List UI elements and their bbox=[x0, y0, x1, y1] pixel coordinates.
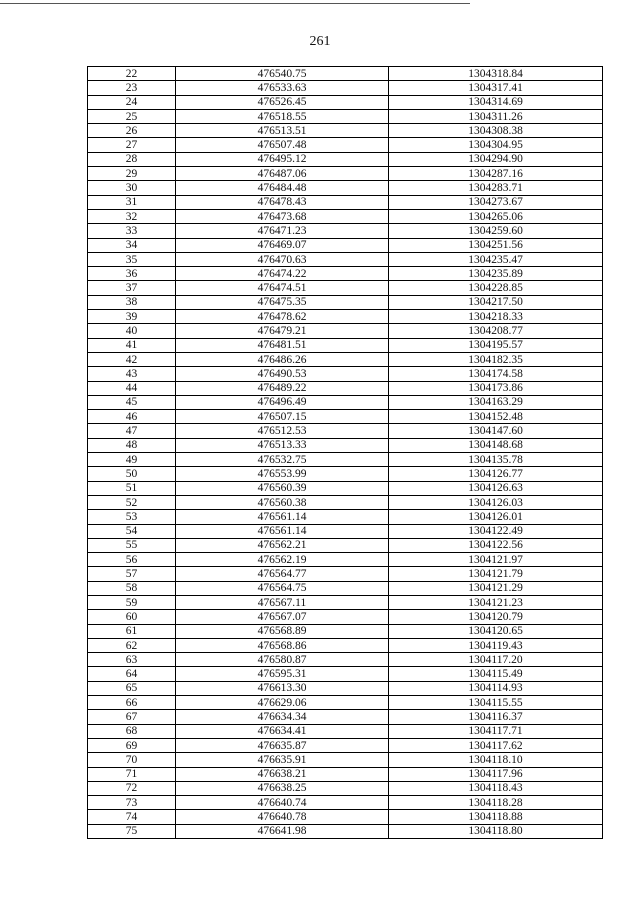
point-number-cell: 29 bbox=[88, 167, 176, 181]
y-coordinate-cell: 1304121.97 bbox=[389, 553, 603, 567]
x-coordinate-cell: 476638.21 bbox=[176, 767, 389, 781]
y-coordinate-cell: 1304287.16 bbox=[389, 167, 603, 181]
y-coordinate-cell: 1304147.60 bbox=[389, 424, 603, 438]
x-coordinate-cell: 476474.22 bbox=[176, 267, 389, 281]
y-coordinate-cell: 1304228.85 bbox=[389, 281, 603, 295]
y-coordinate-cell: 1304118.88 bbox=[389, 810, 603, 824]
x-coordinate-cell: 476489.22 bbox=[176, 381, 389, 395]
table-row bbox=[88, 138, 603, 152]
table-row bbox=[88, 95, 603, 109]
table-row bbox=[88, 738, 603, 752]
point-number-cell: 22 bbox=[88, 67, 176, 81]
point-number-cell: 39 bbox=[88, 310, 176, 324]
y-coordinate-cell: 1304314.69 bbox=[389, 95, 603, 109]
x-coordinate-cell: 476562.21 bbox=[176, 538, 389, 552]
y-coordinate-cell: 1304259.60 bbox=[389, 224, 603, 238]
x-coordinate-cell: 476490.53 bbox=[176, 367, 389, 381]
y-coordinate-cell: 1304122.49 bbox=[389, 524, 603, 538]
point-number-cell: 75 bbox=[88, 824, 176, 838]
y-coordinate-cell: 1304118.28 bbox=[389, 796, 603, 810]
point-number-cell: 55 bbox=[88, 538, 176, 552]
y-coordinate-cell: 1304283.71 bbox=[389, 181, 603, 195]
point-number-cell: 24 bbox=[88, 95, 176, 109]
y-coordinate-cell: 1304195.57 bbox=[389, 338, 603, 352]
y-coordinate-cell: 1304217.50 bbox=[389, 295, 603, 309]
point-number-cell: 49 bbox=[88, 453, 176, 467]
table-row bbox=[88, 796, 603, 810]
x-coordinate-cell: 476564.77 bbox=[176, 567, 389, 581]
table-row bbox=[88, 710, 603, 724]
table-row bbox=[88, 481, 603, 495]
y-coordinate-cell: 1304308.38 bbox=[389, 124, 603, 138]
point-number-cell: 58 bbox=[88, 581, 176, 595]
y-coordinate-cell: 1304121.29 bbox=[389, 581, 603, 595]
x-coordinate-cell: 476613.30 bbox=[176, 681, 389, 695]
point-number-cell: 66 bbox=[88, 696, 176, 710]
table-row bbox=[88, 524, 603, 538]
table-row bbox=[88, 167, 603, 181]
point-number-cell: 54 bbox=[88, 524, 176, 538]
table-row bbox=[88, 381, 603, 395]
x-coordinate-cell: 476478.43 bbox=[176, 195, 389, 209]
x-coordinate-cell: 476634.41 bbox=[176, 724, 389, 738]
point-number-cell: 40 bbox=[88, 324, 176, 338]
x-coordinate-cell: 476526.45 bbox=[176, 95, 389, 109]
x-coordinate-cell: 476471.23 bbox=[176, 224, 389, 238]
table-row bbox=[88, 767, 603, 781]
table-row bbox=[88, 581, 603, 595]
x-coordinate-cell: 476533.63 bbox=[176, 81, 389, 95]
table-row bbox=[88, 209, 603, 223]
y-coordinate-cell: 1304148.68 bbox=[389, 438, 603, 452]
point-number-cell: 34 bbox=[88, 238, 176, 252]
y-coordinate-cell: 1304118.10 bbox=[389, 753, 603, 767]
y-coordinate-cell: 1304126.03 bbox=[389, 495, 603, 509]
table-row bbox=[88, 352, 603, 366]
table-row bbox=[88, 495, 603, 509]
point-number-cell: 64 bbox=[88, 667, 176, 681]
x-coordinate-cell: 476513.51 bbox=[176, 124, 389, 138]
page-number: 261 bbox=[309, 34, 331, 49]
table-row bbox=[88, 338, 603, 352]
point-number-cell: 74 bbox=[88, 810, 176, 824]
point-number-cell: 53 bbox=[88, 510, 176, 524]
x-coordinate-cell: 476568.86 bbox=[176, 638, 389, 652]
point-number-cell: 72 bbox=[88, 781, 176, 795]
point-number-cell: 37 bbox=[88, 281, 176, 295]
x-coordinate-cell: 476641.98 bbox=[176, 824, 389, 838]
y-coordinate-cell: 1304121.79 bbox=[389, 567, 603, 581]
x-coordinate-cell: 476473.68 bbox=[176, 209, 389, 223]
coordinates-table-body bbox=[88, 67, 603, 839]
point-number-cell: 47 bbox=[88, 424, 176, 438]
y-coordinate-cell: 1304235.89 bbox=[389, 267, 603, 281]
x-coordinate-cell: 476507.15 bbox=[176, 410, 389, 424]
x-coordinate-cell: 476562.19 bbox=[176, 553, 389, 567]
table-row bbox=[88, 653, 603, 667]
x-coordinate-cell: 476518.55 bbox=[176, 109, 389, 123]
point-number-cell: 32 bbox=[88, 209, 176, 223]
point-number-cell: 45 bbox=[88, 395, 176, 409]
point-number-cell: 42 bbox=[88, 352, 176, 366]
point-number-cell: 30 bbox=[88, 181, 176, 195]
point-number-cell: 41 bbox=[88, 338, 176, 352]
point-number-cell: 27 bbox=[88, 138, 176, 152]
coordinates-table bbox=[87, 66, 603, 839]
x-coordinate-cell: 476474.51 bbox=[176, 281, 389, 295]
x-coordinate-cell: 476470.63 bbox=[176, 252, 389, 266]
table-row bbox=[88, 310, 603, 324]
table-row bbox=[88, 324, 603, 338]
point-number-cell: 73 bbox=[88, 796, 176, 810]
point-number-cell: 62 bbox=[88, 638, 176, 652]
point-number-cell: 56 bbox=[88, 553, 176, 567]
point-number-cell: 51 bbox=[88, 481, 176, 495]
x-coordinate-cell: 476507.48 bbox=[176, 138, 389, 152]
y-coordinate-cell: 1304235.47 bbox=[389, 252, 603, 266]
point-number-cell: 67 bbox=[88, 710, 176, 724]
table-row bbox=[88, 567, 603, 581]
y-coordinate-cell: 1304265.06 bbox=[389, 209, 603, 223]
table-row bbox=[88, 367, 603, 381]
table-row bbox=[88, 67, 603, 81]
x-coordinate-cell: 476629.06 bbox=[176, 696, 389, 710]
y-coordinate-cell: 1304117.20 bbox=[389, 653, 603, 667]
point-number-cell: 31 bbox=[88, 195, 176, 209]
table-row bbox=[88, 610, 603, 624]
table-row bbox=[88, 510, 603, 524]
table-row bbox=[88, 181, 603, 195]
y-coordinate-cell: 1304115.49 bbox=[389, 667, 603, 681]
point-number-cell: 60 bbox=[88, 610, 176, 624]
y-coordinate-cell: 1304121.23 bbox=[389, 595, 603, 609]
x-coordinate-cell: 476567.07 bbox=[176, 610, 389, 624]
table-row bbox=[88, 453, 603, 467]
table-row bbox=[88, 109, 603, 123]
x-coordinate-cell: 476640.78 bbox=[176, 810, 389, 824]
y-coordinate-cell: 1304120.65 bbox=[389, 624, 603, 638]
y-coordinate-cell: 1304273.67 bbox=[389, 195, 603, 209]
point-number-cell: 35 bbox=[88, 252, 176, 266]
point-number-cell: 48 bbox=[88, 438, 176, 452]
table-row bbox=[88, 81, 603, 95]
top-rule bbox=[0, 3, 470, 4]
point-number-cell: 69 bbox=[88, 738, 176, 752]
x-coordinate-cell: 476540.75 bbox=[176, 67, 389, 81]
x-coordinate-cell: 476484.48 bbox=[176, 181, 389, 195]
y-coordinate-cell: 1304317.41 bbox=[389, 81, 603, 95]
y-coordinate-cell: 1304126.77 bbox=[389, 467, 603, 481]
table-row bbox=[88, 696, 603, 710]
y-coordinate-cell: 1304182.35 bbox=[389, 352, 603, 366]
point-number-cell: 63 bbox=[88, 653, 176, 667]
x-coordinate-cell: 476469.07 bbox=[176, 238, 389, 252]
point-number-cell: 43 bbox=[88, 367, 176, 381]
x-coordinate-cell: 476595.31 bbox=[176, 667, 389, 681]
y-coordinate-cell: 1304115.55 bbox=[389, 696, 603, 710]
table-row bbox=[88, 438, 603, 452]
y-coordinate-cell: 1304119.43 bbox=[389, 638, 603, 652]
x-coordinate-cell: 476479.21 bbox=[176, 324, 389, 338]
point-number-cell: 59 bbox=[88, 595, 176, 609]
y-coordinate-cell: 1304251.56 bbox=[389, 238, 603, 252]
x-coordinate-cell: 476532.75 bbox=[176, 453, 389, 467]
table-row bbox=[88, 624, 603, 638]
table-row bbox=[88, 238, 603, 252]
y-coordinate-cell: 1304135.78 bbox=[389, 453, 603, 467]
y-coordinate-cell: 1304304.95 bbox=[389, 138, 603, 152]
table-row bbox=[88, 467, 603, 481]
y-coordinate-cell: 1304318.84 bbox=[389, 67, 603, 81]
x-coordinate-cell: 476635.91 bbox=[176, 753, 389, 767]
y-coordinate-cell: 1304118.43 bbox=[389, 781, 603, 795]
table-row bbox=[88, 124, 603, 138]
x-coordinate-cell: 476638.25 bbox=[176, 781, 389, 795]
point-number-cell: 46 bbox=[88, 410, 176, 424]
point-number-cell: 71 bbox=[88, 767, 176, 781]
point-number-cell: 65 bbox=[88, 681, 176, 695]
x-coordinate-cell: 476635.87 bbox=[176, 738, 389, 752]
x-coordinate-cell: 476561.14 bbox=[176, 510, 389, 524]
table-row bbox=[88, 152, 603, 166]
x-coordinate-cell: 476496.49 bbox=[176, 395, 389, 409]
table-row bbox=[88, 224, 603, 238]
table-row bbox=[88, 252, 603, 266]
x-coordinate-cell: 476580.87 bbox=[176, 653, 389, 667]
y-coordinate-cell: 1304114.93 bbox=[389, 681, 603, 695]
x-coordinate-cell: 476487.06 bbox=[176, 167, 389, 181]
table-row bbox=[88, 753, 603, 767]
y-coordinate-cell: 1304117.62 bbox=[389, 738, 603, 752]
x-coordinate-cell: 476475.35 bbox=[176, 295, 389, 309]
point-number-cell: 36 bbox=[88, 267, 176, 281]
y-coordinate-cell: 1304163.29 bbox=[389, 395, 603, 409]
table-row bbox=[88, 781, 603, 795]
table-row bbox=[88, 595, 603, 609]
y-coordinate-cell: 1304311.26 bbox=[389, 109, 603, 123]
table-row bbox=[88, 681, 603, 695]
point-number-cell: 28 bbox=[88, 152, 176, 166]
point-number-cell: 52 bbox=[88, 495, 176, 509]
table-row bbox=[88, 638, 603, 652]
y-coordinate-cell: 1304117.96 bbox=[389, 767, 603, 781]
x-coordinate-cell: 476567.11 bbox=[176, 595, 389, 609]
point-number-cell: 23 bbox=[88, 81, 176, 95]
y-coordinate-cell: 1304218.33 bbox=[389, 310, 603, 324]
table-row bbox=[88, 538, 603, 552]
y-coordinate-cell: 1304120.79 bbox=[389, 610, 603, 624]
x-coordinate-cell: 476640.74 bbox=[176, 796, 389, 810]
x-coordinate-cell: 476564.75 bbox=[176, 581, 389, 595]
y-coordinate-cell: 1304173.86 bbox=[389, 381, 603, 395]
point-number-cell: 70 bbox=[88, 753, 176, 767]
point-number-cell: 33 bbox=[88, 224, 176, 238]
y-coordinate-cell: 1304126.01 bbox=[389, 510, 603, 524]
table-row bbox=[88, 410, 603, 424]
x-coordinate-cell: 476553.99 bbox=[176, 467, 389, 481]
point-number-cell: 61 bbox=[88, 624, 176, 638]
point-number-cell: 25 bbox=[88, 109, 176, 123]
point-number-cell: 44 bbox=[88, 381, 176, 395]
table-row bbox=[88, 553, 603, 567]
y-coordinate-cell: 1304117.71 bbox=[389, 724, 603, 738]
point-number-cell: 57 bbox=[88, 567, 176, 581]
table-row bbox=[88, 267, 603, 281]
table-row bbox=[88, 424, 603, 438]
x-coordinate-cell: 476481.51 bbox=[176, 338, 389, 352]
x-coordinate-cell: 476486.26 bbox=[176, 352, 389, 366]
table-row bbox=[88, 281, 603, 295]
x-coordinate-cell: 476560.39 bbox=[176, 481, 389, 495]
x-coordinate-cell: 476512.53 bbox=[176, 424, 389, 438]
y-coordinate-cell: 1304126.63 bbox=[389, 481, 603, 495]
x-coordinate-cell: 476634.34 bbox=[176, 710, 389, 724]
y-coordinate-cell: 1304122.56 bbox=[389, 538, 603, 552]
x-coordinate-cell: 476478.62 bbox=[176, 310, 389, 324]
x-coordinate-cell: 476513.33 bbox=[176, 438, 389, 452]
y-coordinate-cell: 1304116.37 bbox=[389, 710, 603, 724]
point-number-cell: 38 bbox=[88, 295, 176, 309]
table-row bbox=[88, 195, 603, 209]
table-row bbox=[88, 824, 603, 838]
table-row bbox=[88, 810, 603, 824]
table-row bbox=[88, 667, 603, 681]
table-row bbox=[88, 395, 603, 409]
table-row bbox=[88, 295, 603, 309]
x-coordinate-cell: 476495.12 bbox=[176, 152, 389, 166]
y-coordinate-cell: 1304118.80 bbox=[389, 824, 603, 838]
y-coordinate-cell: 1304208.77 bbox=[389, 324, 603, 338]
point-number-cell: 50 bbox=[88, 467, 176, 481]
point-number-cell: 68 bbox=[88, 724, 176, 738]
y-coordinate-cell: 1304294.90 bbox=[389, 152, 603, 166]
y-coordinate-cell: 1304152.48 bbox=[389, 410, 603, 424]
table-row bbox=[88, 724, 603, 738]
x-coordinate-cell: 476561.14 bbox=[176, 524, 389, 538]
x-coordinate-cell: 476560.38 bbox=[176, 495, 389, 509]
y-coordinate-cell: 1304174.58 bbox=[389, 367, 603, 381]
point-number-cell: 26 bbox=[88, 124, 176, 138]
x-coordinate-cell: 476568.89 bbox=[176, 624, 389, 638]
